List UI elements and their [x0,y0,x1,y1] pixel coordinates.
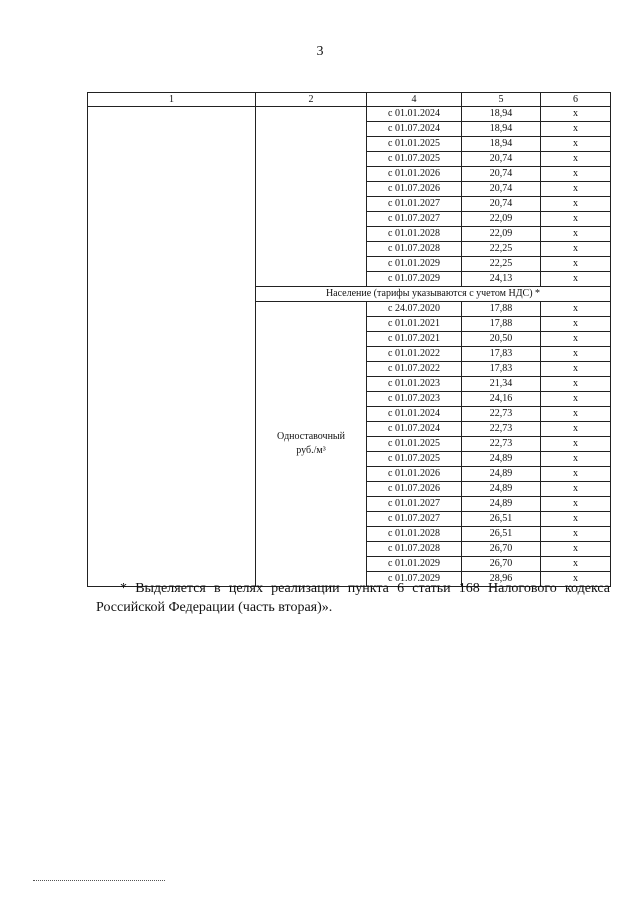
mark-cell: х [541,572,611,587]
column-header-1: 1 [88,93,256,107]
column-header-2: 2 [256,93,367,107]
date-cell: с 01.07.2029 [367,572,462,587]
date-cell: с 01.07.2025 [367,452,462,467]
mark-cell: х [541,122,611,137]
unit-cell [256,302,367,587]
date-cell: с 01.07.2027 [367,512,462,527]
value-cell: 21,34 [462,377,541,392]
date-cell: с 01.07.2025 [367,152,462,167]
mark-cell: х [541,137,611,152]
value-cell: 17,83 [462,347,541,362]
mark-cell: х [541,542,611,557]
table-row [88,107,611,122]
date-cell: с 01.01.2024 [367,107,462,122]
date-cell: с 01.07.2021 [367,332,462,347]
mark-cell: х [541,152,611,167]
mark-cell: х [541,272,611,287]
date-cell: с 01.01.2026 [367,467,462,482]
date-cell: с 24.07.2020 [367,302,462,317]
mark-cell: х [541,482,611,497]
date-cell: с 01.07.2026 [367,182,462,197]
footnote [96,579,610,617]
date-cell: с 01.01.2024 [367,407,462,422]
mark-cell: х [541,302,611,317]
value-cell: 22,09 [462,212,541,227]
mark-cell: х [541,497,611,512]
mark-cell: х [541,422,611,437]
date-cell: с 01.01.2029 [367,557,462,572]
column-1-cell [88,107,256,587]
mark-cell: х [541,362,611,377]
mark-cell: х [541,257,611,272]
date-cell: с 01.07.2028 [367,542,462,557]
value-cell: 20,74 [462,182,541,197]
value-cell: 17,83 [462,362,541,377]
value-cell: 24,16 [462,392,541,407]
value-cell: 22,73 [462,437,541,452]
value-cell: 17,88 [462,302,541,317]
column-header-6: 6 [541,93,611,107]
mark-cell: х [541,452,611,467]
date-cell: с 01.07.2026 [367,482,462,497]
date-cell: с 01.01.2023 [367,377,462,392]
mark-cell: х [541,392,611,407]
date-cell: с 01.07.2024 [367,122,462,137]
unit-label-type: Одноставочный [277,431,345,442]
footnote-line-1: * Выделяется в целях реализации пункта 6 статьи 168 Налогового кодекса [120,581,610,596]
date-cell: с 01.01.2025 [367,137,462,152]
column-2-cell [256,107,367,287]
table-body [88,107,611,587]
value-cell: 20,50 [462,332,541,347]
mark-cell: х [541,317,611,332]
footnote-line-2: Российской Федерации (часть вторая)». [96,600,333,615]
date-cell: с 01.01.2027 [367,497,462,512]
value-cell: 24,89 [462,497,541,512]
mark-cell: х [541,377,611,392]
mark-cell: х [541,467,611,482]
tariff-table [87,92,611,587]
mark-cell: х [541,182,611,197]
column-header-4: 4 [367,93,462,107]
date-cell: с 01.07.2029 [367,272,462,287]
mark-cell: х [541,512,611,527]
value-cell: 28,96 [462,572,541,587]
bottom-dotted-line [33,880,165,881]
mark-cell: х [541,437,611,452]
value-cell: 24,13 [462,272,541,287]
mark-cell: х [541,527,611,542]
date-cell: с 01.01.2027 [367,197,462,212]
value-cell: 22,25 [462,242,541,257]
mark-cell: х [541,107,611,122]
page-number: 3 [316,44,324,59]
date-cell: с 01.01.2028 [367,527,462,542]
unit-label-measure: руб./м³ [296,445,326,456]
value-cell: 26,51 [462,527,541,542]
mark-cell: х [541,212,611,227]
date-cell: с 01.01.2028 [367,227,462,242]
value-cell: 22,25 [462,257,541,272]
value-cell: 26,70 [462,542,541,557]
value-cell: 24,89 [462,482,541,497]
value-cell: 24,89 [462,452,541,467]
mark-cell: х [541,407,611,422]
value-cell: 18,94 [462,122,541,137]
date-cell: с 01.07.2028 [367,242,462,257]
value-cell: 22,09 [462,227,541,242]
mark-cell: х [541,227,611,242]
mark-cell: х [541,197,611,212]
column-header-5: 5 [462,93,541,107]
date-cell: с 01.07.2027 [367,212,462,227]
date-cell: с 01.01.2029 [367,257,462,272]
value-cell: 17,88 [462,317,541,332]
mark-cell: х [541,242,611,257]
value-cell: 20,74 [462,152,541,167]
value-cell: 18,94 [462,107,541,122]
value-cell: 22,73 [462,422,541,437]
date-cell: с 01.01.2022 [367,347,462,362]
value-cell: 20,74 [462,197,541,212]
value-cell: 22,73 [462,407,541,422]
mark-cell: х [541,557,611,572]
date-cell: с 01.07.2023 [367,392,462,407]
value-cell: 20,74 [462,167,541,182]
date-cell: с 01.07.2024 [367,422,462,437]
value-cell: 18,94 [462,137,541,152]
section-title: Население (тарифы указываются с учетом НДС) * [256,287,611,302]
value-cell: 26,70 [462,557,541,572]
date-cell: с 01.01.2026 [367,167,462,182]
date-cell: с 01.01.2021 [367,317,462,332]
mark-cell: х [541,167,611,182]
value-cell: 24,89 [462,467,541,482]
date-cell: с 01.07.2022 [367,362,462,377]
mark-cell: х [541,347,611,362]
date-cell: с 01.01.2025 [367,437,462,452]
header-row [88,93,611,107]
value-cell: 26,51 [462,512,541,527]
mark-cell: х [541,332,611,347]
